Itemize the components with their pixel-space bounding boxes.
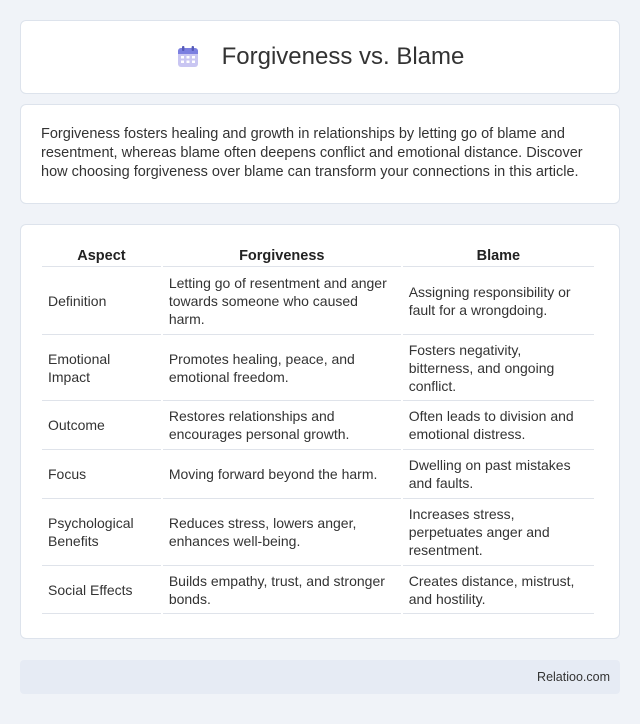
table-row bbox=[42, 450, 594, 499]
comparison-table-card bbox=[20, 224, 620, 639]
intro-card bbox=[20, 104, 620, 204]
header-forgiveness: Forgiveness bbox=[163, 245, 401, 267]
cell-aspect: Outcome bbox=[42, 401, 161, 450]
cell-blame: Increases stress, perpetuates anger and resentment. bbox=[403, 499, 594, 566]
cell-forgiveness: Moving forward beyond the harm. bbox=[163, 450, 401, 499]
page-title: Forgiveness vs. Blame bbox=[221, 43, 465, 70]
table-row bbox=[42, 335, 594, 401]
cell-forgiveness: Promotes healing, peace, and emotional freedom. bbox=[163, 335, 401, 401]
footer-site-link[interactable]: Relatioo.com bbox=[537, 670, 610, 684]
title-card bbox=[20, 20, 620, 94]
cell-aspect: Definition bbox=[42, 267, 161, 335]
table-row bbox=[42, 267, 594, 335]
cell-blame: Assigning responsibility or fault for a wrongdoing. bbox=[403, 267, 594, 335]
cell-aspect: Focus bbox=[42, 450, 161, 499]
title-wrap bbox=[176, 43, 465, 71]
cell-forgiveness: Restores relationships and encourages personal growth. bbox=[163, 401, 401, 450]
table-row bbox=[42, 566, 594, 614]
footer-bar bbox=[20, 660, 620, 694]
cell-blame: Fosters negativity, bitterness, and ongoing conflict. bbox=[403, 335, 594, 401]
cell-forgiveness: Reduces stress, lowers anger, enhances well-being. bbox=[163, 499, 401, 566]
table-row bbox=[42, 401, 594, 450]
cell-blame: Dwelling on past mistakes and faults. bbox=[403, 450, 594, 499]
comparison-table bbox=[40, 245, 596, 614]
cell-aspect: Emotional Impact bbox=[42, 335, 161, 401]
header-blame: Blame bbox=[403, 245, 594, 267]
cell-blame: Often leads to division and emotional distress. bbox=[403, 401, 594, 450]
table-header-row bbox=[42, 245, 594, 267]
cell-aspect: Social Effects bbox=[42, 566, 161, 614]
header-aspect: Aspect bbox=[42, 245, 161, 267]
cell-aspect: Psychological Benefits bbox=[42, 499, 161, 566]
cell-forgiveness: Builds empathy, trust, and stronger bonds. bbox=[163, 566, 401, 614]
cell-forgiveness: Letting go of resentment and anger towards someone who caused harm. bbox=[163, 267, 401, 335]
table-row bbox=[42, 499, 594, 566]
calendar-icon bbox=[176, 45, 200, 69]
cell-blame: Creates distance, mistrust, and hostility. bbox=[403, 566, 594, 614]
intro-paragraph: Forgiveness fosters healing and growth in relationships by letting go of blame and resentment, whereas blame often deepens conflict and emotional distance. Discover how choosing forgiveness over blame can transform your connections in this article. bbox=[41, 126, 583, 180]
